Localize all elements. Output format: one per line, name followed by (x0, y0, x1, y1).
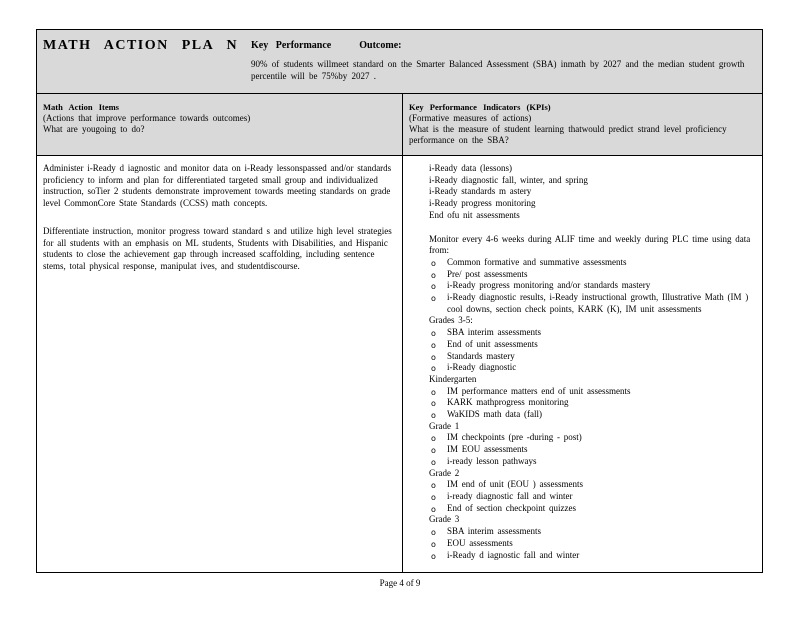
circle-bullet-icon: o (431, 258, 436, 268)
left-column-title: Math Action Items (43, 102, 119, 112)
sub-list-item (429, 409, 756, 421)
sub-list-item (429, 257, 756, 269)
sub-list-item (429, 456, 756, 468)
list-item (409, 210, 756, 222)
circle-bullet-icon: o (431, 329, 436, 339)
list-item (409, 468, 756, 515)
sub-list-item (429, 550, 756, 562)
list-item-text: Grade 2 (429, 467, 460, 478)
kpi-list-secondary (409, 234, 756, 562)
circle-bullet-icon: o (431, 399, 436, 409)
list-item (409, 374, 756, 421)
page-number: Page 4 of 9 (379, 578, 421, 588)
list-item-text: Kindergarten (429, 373, 477, 384)
kpo-text: 90% of students willmeet standard on the Smarter Balanced Assessment (SBA) inmath by 2027 and the median student growth percentile will be 75%by 2027 . (251, 59, 745, 81)
sub-list (429, 479, 756, 514)
circle-bullet-icon: o (431, 528, 436, 538)
list-item-text: i-Ready diagnostic fall, winter, and spring (429, 174, 588, 185)
right-column-sub2: What is the measure of student learning thatwould predict strand level proficiency performance on the SBA? (409, 124, 727, 145)
list-item-text: Grades 3-5: (429, 315, 473, 326)
sub-list-item-text: i-Ready diagnostic (447, 362, 517, 373)
list-item-text: i-Ready data (lessons) (429, 163, 512, 173)
sub-list-item (429, 351, 756, 363)
circle-bullet-icon: o (431, 282, 436, 292)
sub-list-item-text: i-Ready diagnostic results, i-Ready instructional growth, Illustrative Math (IM ) cool downs, section check points, KARK (K), IM unit assessments (447, 292, 749, 314)
sub-list-item (429, 327, 756, 339)
sub-list-item-text: IM performance matters end of unit assessments (447, 385, 631, 396)
circle-bullet-icon: o (431, 551, 436, 561)
kpo-label (251, 40, 401, 51)
left-column-header (37, 94, 403, 155)
plan-header (37, 30, 762, 94)
circle-bullet-icon: o (431, 270, 436, 280)
list-item-text: Grade 3 (429, 514, 460, 525)
sub-list-item (429, 538, 756, 550)
left-column-sub1: (Actions that improve performance towards outcomes) (43, 113, 251, 123)
sub-list-item (429, 444, 756, 456)
circle-bullet-icon: o (431, 411, 436, 421)
sub-list-item (429, 491, 756, 503)
sub-list-item-text: IM EOU assessments (447, 444, 528, 455)
sub-list-item (429, 362, 756, 374)
kpi-list-primary (409, 163, 756, 222)
circle-bullet-icon: o (431, 434, 436, 444)
left-column-sub2: What are yougoing to do? (43, 124, 145, 134)
list-item-text: i-Ready standards m astery (429, 186, 532, 197)
list-item-text: Grade 1 (429, 420, 460, 431)
actions-cell (37, 156, 403, 572)
right-column-title: Key Performance Indicators (KPIs) (409, 102, 551, 112)
sub-list-item (429, 479, 756, 491)
sub-list-item-text: i-ready diagnostic fall and winter (447, 490, 573, 501)
column-header-row (37, 94, 762, 156)
sub-list-item-text: IM checkpoints (pre -during - post) (447, 432, 582, 443)
sub-list-item-text: End of section checkpoint quizzes (447, 502, 576, 513)
list-item (409, 514, 756, 561)
action-plan-table (36, 29, 763, 573)
sub-list-item (429, 432, 756, 444)
list-item (409, 234, 756, 316)
list-item (409, 198, 756, 210)
circle-bullet-icon: o (431, 352, 436, 362)
circle-bullet-icon: o (431, 539, 436, 549)
sub-list-item (429, 526, 756, 538)
sub-list-item-text: SBA interim assessments (447, 526, 542, 537)
circle-bullet-icon: o (431, 294, 436, 304)
sub-list-item-text: Pre/ post assessments (447, 268, 528, 279)
right-column-header (403, 94, 762, 155)
circle-bullet-icon: o (431, 387, 436, 397)
sub-list-item-text: End of unit assessments (447, 338, 538, 349)
kpo-label-text: Key Performance (251, 40, 332, 51)
sub-list-item (429, 339, 756, 351)
sub-list-item-text: Standards mastery (447, 350, 515, 361)
sub-list-item-text: IM end of unit (EOU ) assessments (447, 479, 583, 490)
sub-list-item (429, 397, 756, 409)
sub-list-item-text: SBA interim assessments (447, 327, 542, 338)
sub-list-item (429, 269, 756, 281)
list-item-text: i-Ready progress monitoring (429, 198, 536, 209)
circle-bullet-icon: o (431, 481, 436, 491)
sub-list (429, 257, 756, 316)
kpi-cell (403, 156, 762, 572)
list-item (409, 186, 756, 198)
sub-list (429, 432, 756, 467)
list-item-text: Monitor every 4-6 weeks during ALIF time and weekly during PLC time using data from: (429, 233, 751, 256)
circle-bullet-icon: o (431, 446, 436, 456)
right-column-sub1: (Formative measures of actions) (409, 113, 532, 123)
list-item (409, 163, 756, 175)
circle-bullet-icon: o (431, 364, 436, 374)
sub-list-item (429, 280, 756, 292)
list-item (409, 175, 756, 187)
sub-list-item-text: Common formative and summative assessments (447, 256, 627, 267)
kpo-outcome-label: Outcome: (359, 40, 402, 51)
sub-list-item-text: KARK mathprogress monitoring (447, 397, 569, 408)
sub-list-item-text: WaKIDS math data (fall) (447, 409, 542, 420)
sub-list-item-text: i-ready lesson pathways (447, 455, 537, 466)
list-item-text: End ofu nit assessments (429, 209, 520, 220)
circle-bullet-icon: o (431, 457, 436, 467)
circle-bullet-icon: o (431, 504, 436, 514)
sub-list-item (429, 503, 756, 515)
sub-list (429, 327, 756, 374)
page-title: MATH ACTION PLA N (43, 38, 239, 53)
sub-list (429, 526, 756, 561)
circle-bullet-icon: o (431, 340, 436, 350)
action-item: Administer i-Ready d iagnostic and monitor data on i-Ready lessonspassed and/or standards proficiency to inform and plan for differentiated targeted small group and individualized instruction, soTier 2 students demonstrate improvement towards meeting standards on grade level CommonCore State Standards (CCSS) math concepts. (43, 163, 392, 209)
sub-list-item (429, 292, 756, 315)
content-row (37, 156, 762, 572)
list-item (409, 421, 756, 468)
circle-bullet-icon: o (431, 492, 436, 502)
sub-list (429, 386, 756, 421)
sub-list-item-text: i-Ready d iagnostic fall and winter (447, 549, 580, 560)
sub-list-item-text: i-Ready progress monitoring and/or standards mastery (447, 280, 651, 291)
sub-list-item (429, 386, 756, 398)
action-item: Differentiate instruction, monitor progress toward standard s and utilize high level strategies for all students with an emphasis on ML students, Students with Disabilities, and Hispanic students to close the achievement gap through increased scaffolding, including sentence stems, total physical response, manipulat ives, and studentdiscourse. (43, 225, 392, 271)
sub-list-item-text: EOU assessments (447, 537, 513, 548)
list-item (409, 315, 756, 374)
